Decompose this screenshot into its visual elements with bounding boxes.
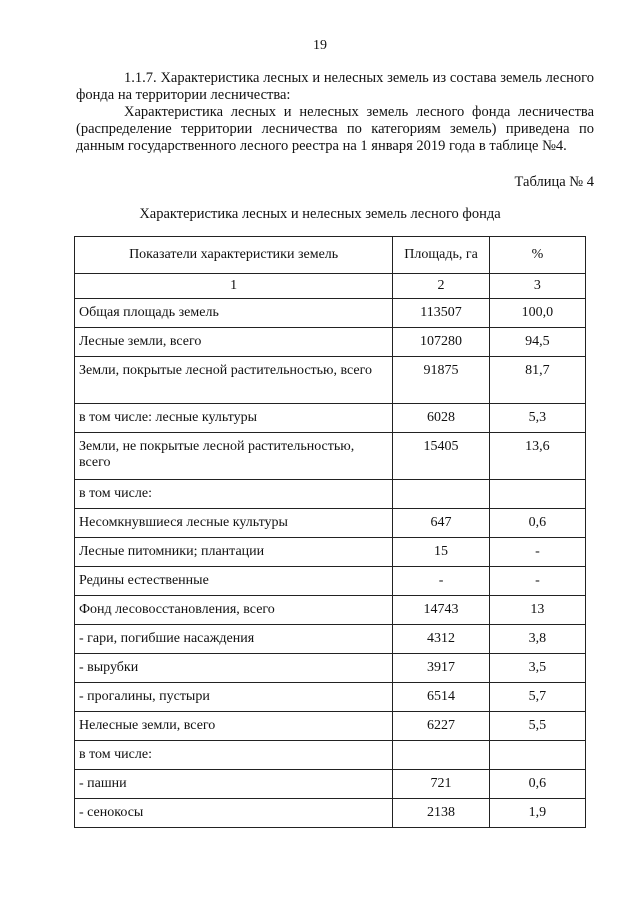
row-indicator: в том числе: xyxy=(75,741,393,770)
row-percent: 1,9 xyxy=(489,799,585,828)
row-area: 647 xyxy=(393,509,490,538)
row-percent xyxy=(489,741,585,770)
table-row xyxy=(75,480,586,509)
row-percent xyxy=(489,480,585,509)
row-indicator: Земли, покрытые лесной растительностью, всего xyxy=(75,357,393,404)
table-row xyxy=(75,770,586,799)
row-percent: 100,0 xyxy=(489,299,585,328)
table-row xyxy=(75,596,586,625)
row-percent: 94,5 xyxy=(489,328,585,357)
land-characteristics-table xyxy=(74,236,586,828)
row-indicator: Лесные земли, всего xyxy=(75,328,393,357)
table-header-row xyxy=(75,237,586,274)
row-percent: 5,5 xyxy=(489,712,585,741)
table-row xyxy=(75,299,586,328)
row-indicator: в том числе: xyxy=(75,480,393,509)
row-indicator: - пашни xyxy=(75,770,393,799)
table-row xyxy=(75,357,586,404)
table-row xyxy=(75,712,586,741)
row-indicator: Общая площадь земель xyxy=(75,299,393,328)
section-body-text: Характеристика лесных и нелесных земель лесного фонда лесничества (распределение территории лесничества по категориям земель) приведена по данным государственного лесного реестра на 1 января 2019 года в таблице №4. xyxy=(76,104,594,154)
table-row xyxy=(75,328,586,357)
row-indicator: Несомкнувшиеся лесные культуры xyxy=(75,509,393,538)
row-indicator: Нелесные земли, всего xyxy=(75,712,393,741)
row-area: 4312 xyxy=(393,625,490,654)
row-percent: 13,6 xyxy=(489,433,585,480)
row-area: 113507 xyxy=(393,299,490,328)
table-row xyxy=(75,509,586,538)
table-row xyxy=(75,404,586,433)
table-row xyxy=(75,433,586,480)
section-heading xyxy=(76,70,594,104)
column-number-1: 1 xyxy=(75,274,393,299)
column-number-3: 3 xyxy=(489,274,585,299)
row-percent: - xyxy=(489,538,585,567)
table-row xyxy=(75,567,586,596)
row-indicator: - прогалины, пустыри xyxy=(75,683,393,712)
row-indicator: Лесные питомники; плантации xyxy=(75,538,393,567)
column-number-2: 2 xyxy=(393,274,490,299)
row-area: 107280 xyxy=(393,328,490,357)
row-area: 6028 xyxy=(393,404,490,433)
row-percent: 13 xyxy=(489,596,585,625)
table-row xyxy=(75,799,586,828)
section-heading-text: 1.1.7. Характеристика лесных и нелесных земель из состава земель лесного фонда на территории лесничества: xyxy=(76,70,594,103)
table-label: Таблица № 4 xyxy=(514,174,594,190)
row-area xyxy=(393,741,490,770)
header-area: Площадь, га xyxy=(393,237,490,274)
row-percent: 81,7 xyxy=(489,357,585,404)
row-area: 15405 xyxy=(393,433,490,480)
row-area: 2138 xyxy=(393,799,490,828)
row-indicator: - гари, погибшие насаждения xyxy=(75,625,393,654)
row-area: 91875 xyxy=(393,357,490,404)
row-area: 15 xyxy=(393,538,490,567)
row-percent: 0,6 xyxy=(489,770,585,799)
page-number: 19 xyxy=(313,38,327,53)
column-number-row xyxy=(75,274,586,299)
row-area: 6514 xyxy=(393,683,490,712)
row-indicator: - вырубки xyxy=(75,654,393,683)
section-body xyxy=(76,104,594,155)
header-indicator: Показатели характеристики земель xyxy=(75,237,393,274)
row-area: - xyxy=(393,567,490,596)
table-caption: Характеристика лесных и нелесных земель лесного фонда xyxy=(139,206,501,222)
row-percent: 5,3 xyxy=(489,404,585,433)
row-area: 721 xyxy=(393,770,490,799)
row-indicator: Фонд лесовосстановления, всего xyxy=(75,596,393,625)
row-area: 14743 xyxy=(393,596,490,625)
header-percent: % xyxy=(489,237,585,274)
row-indicator: в том числе: лесные культуры xyxy=(75,404,393,433)
row-area xyxy=(393,480,490,509)
row-indicator: Земли, не покрытые лесной растительностью, всего xyxy=(75,433,393,480)
row-indicator: - сенокосы xyxy=(75,799,393,828)
table-row xyxy=(75,654,586,683)
row-indicator: Редины естественные xyxy=(75,567,393,596)
table-row xyxy=(75,625,586,654)
row-percent: - xyxy=(489,567,585,596)
table-row xyxy=(75,741,586,770)
row-area: 6227 xyxy=(393,712,490,741)
row-percent: 3,8 xyxy=(489,625,585,654)
row-percent: 3,5 xyxy=(489,654,585,683)
row-percent: 5,7 xyxy=(489,683,585,712)
row-percent: 0,6 xyxy=(489,509,585,538)
table-row xyxy=(75,538,586,567)
row-area: 3917 xyxy=(393,654,490,683)
table-row xyxy=(75,683,586,712)
